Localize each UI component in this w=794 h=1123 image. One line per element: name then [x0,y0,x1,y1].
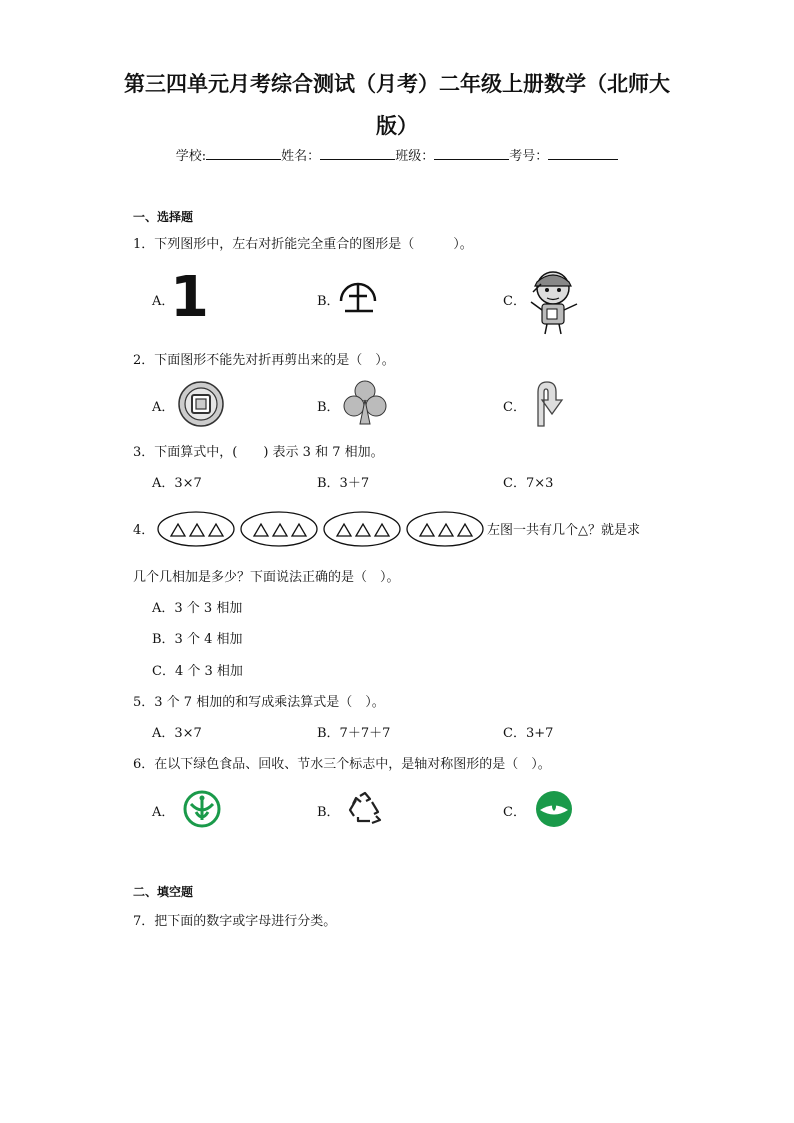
q1-ground-symbol-icon [337,277,379,317]
q3-option-b[interactable]: B．3＋7 [317,476,370,491]
school-label: 学校: [175,149,207,164]
name-label: 姓名： [281,149,321,164]
q6-water-saving-logo-icon [535,790,573,828]
q1-option-b-label: B． [317,294,340,309]
school-field[interactable] [206,145,281,160]
q4-triangle-groups-figure [157,510,487,548]
q5-option-b[interactable]: B．7＋7＋7 [317,726,391,741]
question-1-text: 1．下列图形中，左右对折能完全重合的图形是（ ）。 [133,237,473,252]
class-label: 班级： [395,149,435,164]
question-2-text: 2．下面图形不能先对折再剪出来的是（ ）。 [133,353,395,368]
question-4-text-line2: 几个几相加是多少？下面说法正确的是（ ）。 [133,570,400,585]
question-5-text: 5．3 个 7 相加的和写成乘法算式是（ ）。 [133,695,385,710]
q4-option-c[interactable]: C．4 个 3 相加 [152,664,243,679]
q1-option-c-label: C． [503,294,526,309]
q4-option-b[interactable]: B．3 个 4 相加 [152,632,243,647]
q6-option-a-label: A． [152,805,175,820]
question-4-text-right: 左图一共有几个△？就是求 [487,523,640,538]
q2-option-c-label: C． [503,400,526,415]
section-heading-fill-in: 二、填空题 [133,885,194,899]
question-4-number: 4． [133,523,155,538]
q6-option-c-label: C． [503,805,526,820]
q6-recycle-logo-icon [346,790,384,828]
q5-option-a[interactable]: A．3×7 [152,726,202,741]
q2-ancient-coin-icon [177,380,225,428]
q6-green-food-logo-icon [183,790,221,828]
q6-option-b-label: B． [317,805,340,820]
q1-pirate-character-icon [523,266,585,336]
page-title-line2: 版） [376,114,418,138]
q2-option-b-label: B． [317,400,340,415]
question-7-text: 7．把下面的数字或字母进行分类。 [133,914,337,929]
q3-option-a[interactable]: A．3×7 [152,476,202,491]
question-3-text: 3．下面算式中，( ) 表示 3 和 7 相加。 [133,445,384,460]
name-field[interactable] [320,145,395,160]
q2-club-shape-icon [342,378,388,428]
section-heading-choice: 一、选择题 [133,210,194,224]
q3-option-c[interactable]: C．7×3 [503,476,554,491]
student-info-row [0,145,794,164]
q2-option-a-label: A． [152,400,175,415]
exam-no-field[interactable] [548,145,618,160]
question-6-text: 6．在以下绿色食品、回收、节水三个标志中，是轴对称图形的是（ ）。 [133,757,551,772]
exam-no-label: 考号： [509,149,549,164]
page-title-line1: 第三四单元月考综合测试（月考）二年级上册数学（北师大 [124,72,670,96]
q1-option-a-label: A． [152,294,175,309]
q2-curved-arrow-icon [530,378,570,428]
q4-option-a[interactable]: A．3 个 3 相加 [152,601,243,616]
q5-option-c[interactable]: C．3+7 [503,726,554,741]
q1-digit-one-figure: 1 [170,265,209,330]
class-field[interactable] [434,145,509,160]
